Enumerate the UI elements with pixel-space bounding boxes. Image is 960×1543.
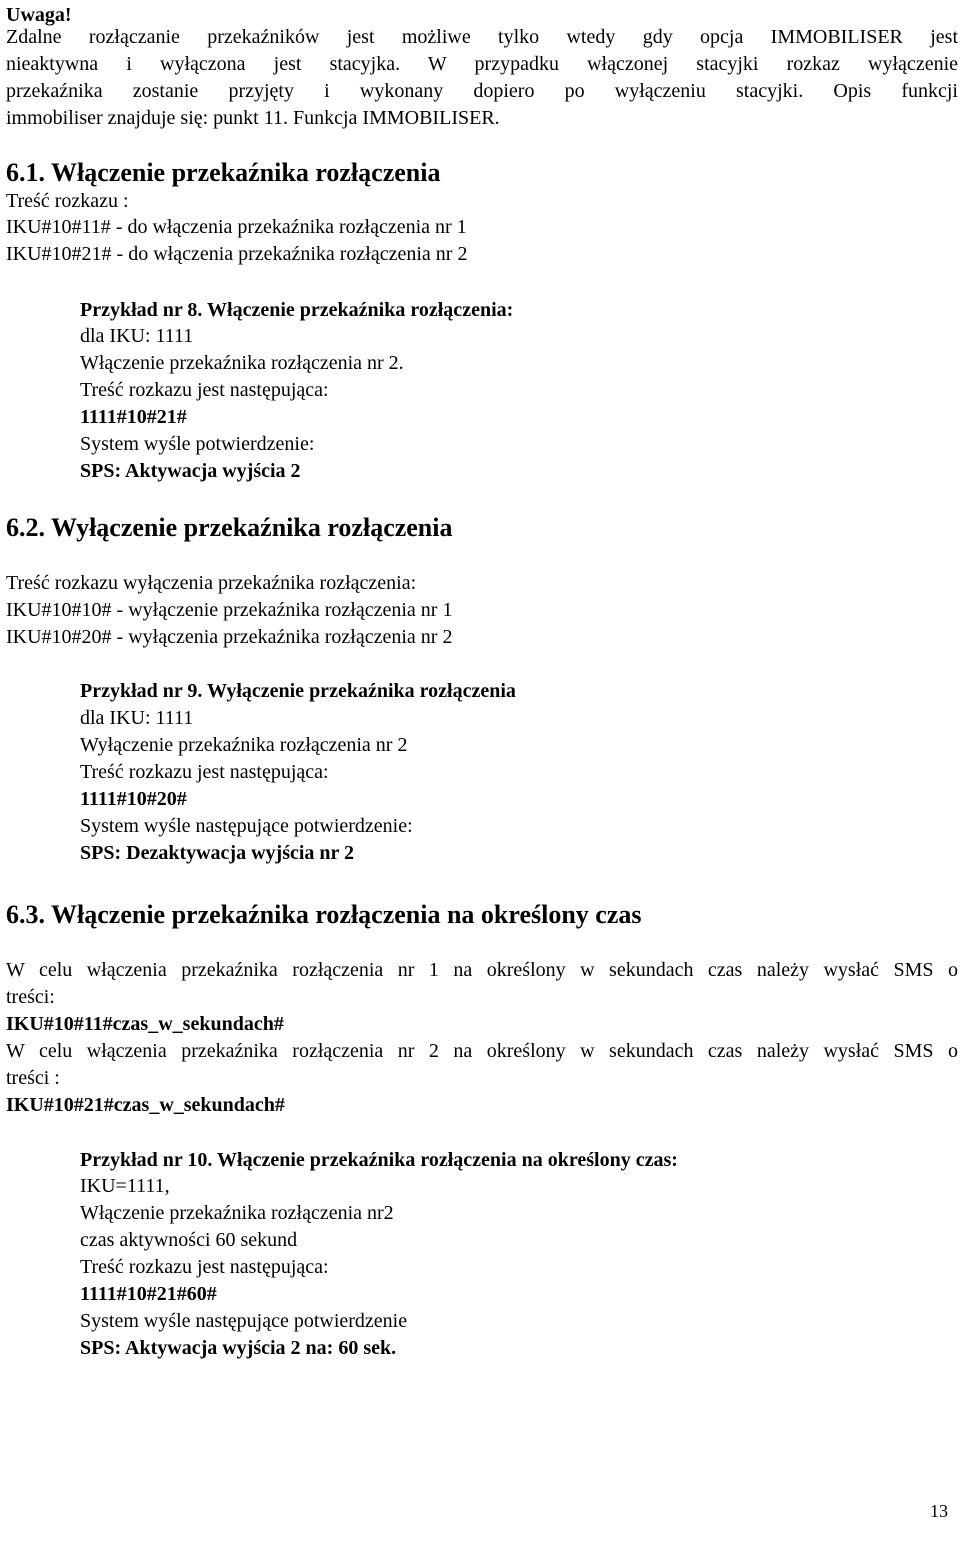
example-9-line-2: Wyłączenie przekaźnika rozłączenia nr 2 (80, 734, 408, 756)
example-title-text: Włączenie przekaźnika rozłączenia: (202, 299, 514, 321)
example-8-command: 1111#10#21# (80, 406, 187, 428)
warning-line-1: Zdalne rozłączanie przekaźników jest możliwe tylko wtedy gdy opcja IMMOBILISER jest (6, 26, 958, 48)
command-code: IKU#10#11# (6, 216, 111, 238)
example-number: Przykład nr 8. (80, 299, 203, 321)
command-code: IKU#10#21# (6, 243, 112, 265)
command-code: IKU#10#20# (6, 626, 112, 648)
warning-line-4: immobiliser znajduje się: punkt 11. Funkcja IMMOBILISER. (6, 107, 500, 129)
warning-line-3: przekaźnika zostanie przyjęty i wykonany dopiero po wyłączeniu stacyjki. Opis funkcji (6, 80, 958, 102)
section-6-3-paragraph-1: W celu włączenia przekaźnika rozłączenia nr 1 na określony w sekundach czas należy wysłać SMS o (6, 959, 958, 981)
example-number: Przykład nr 9. (80, 680, 203, 702)
example-10-confirmation: SPS: Aktywacja wyjścia 2 na: 60 sek. (80, 1337, 397, 1359)
command-description: - do włączenia przekaźnika rozłączenia nr 2 (111, 243, 468, 265)
example-title-text: Wyłączenie przekaźnika rozłączenia (202, 680, 516, 702)
example-10-title: Przykład nr 10. Włączenie przekaźnika rozłączenia na określony czas: (80, 1149, 678, 1171)
example-10-command: 1111#10#21#60# (80, 1283, 217, 1305)
section-6-3-paragraph-2: W celu włączenia przekaźnika rozłączenia nr 2 na określony w sekundach czas należy wysłać SMS o (6, 1040, 958, 1062)
example-8-line-1: dla IKU: 1111 (80, 325, 194, 347)
example-10-line-4: Treść rozkazu jest następująca: (80, 1256, 329, 1278)
example-9-line-3: Treść rozkazu jest następująca: (80, 761, 329, 783)
command-description: - wyłączenie przekaźnika rozłączenia nr 1 (111, 599, 453, 621)
section-6-2-heading: 6.2. Wyłączenie przekaźnika rozłączenia (6, 513, 453, 542)
section-6-3-code-2: IKU#10#21#czas_w_sekundach# (6, 1094, 285, 1116)
command-code: IKU#10#10# (6, 599, 112, 621)
example-9-confirmation: SPS: Dezaktywacja wyjścia nr 2 (80, 842, 355, 864)
section-6-3-heading: 6.3. Włączenie przekaźnika rozłączenia na określony czas (6, 900, 642, 929)
example-8-line-2: Włączenie przekaźnika rozłączenia nr 2. (80, 352, 404, 374)
command-description: - wyłączenia przekaźnika rozłączenia nr 2 (111, 626, 453, 648)
example-8-confirmation: SPS: Aktywacja wyjścia 2 (80, 460, 301, 482)
example-10-line-1: IKU=1111, (80, 1175, 170, 1197)
section-6-3-paragraph-1-end: treści: (6, 986, 55, 1008)
section-6-1-command-1 (6, 214, 467, 240)
command-description: - do włączenia przekaźnika rozłączenia nr 1 (110, 216, 467, 238)
example-10-line-6: System wyśle następujące potwierdzenie (80, 1310, 408, 1332)
section-6-3-paragraph-2-end: treści : (6, 1067, 60, 1089)
section-6-1-heading: 6.1. Włączenie przekaźnika rozłączenia (6, 158, 441, 187)
section-6-2-command-1 (6, 597, 452, 623)
section-6-2-command-2 (6, 624, 452, 650)
section-6-2-intro: Treść rozkazu wyłączenia przekaźnika rozłączenia: (6, 572, 417, 594)
page-number: 13 (930, 1501, 948, 1521)
example-10-line-3: czas aktywności 60 sekund (80, 1229, 298, 1251)
example-9-line-5: System wyśle następujące potwierdzenie: (80, 815, 413, 837)
example-9-command: 1111#10#20# (80, 788, 187, 810)
example-10-line-2: Włączenie przekaźnika rozłączenia nr2 (80, 1202, 394, 1224)
warning-line-2: nieaktywna i wyłączona jest stacyjka. W przypadku włączonej stacyjki rozkaz wyłączenie (6, 53, 958, 75)
example-8-line-3: Treść rozkazu jest następująca: (80, 379, 329, 401)
warning-title: Uwaga! (6, 4, 72, 26)
example-9-title (80, 678, 516, 704)
section-6-1-intro: Treść rozkazu : (6, 190, 129, 212)
example-8-line-5: System wyśle potwierdzenie: (80, 433, 315, 455)
section-6-1-command-2 (6, 241, 467, 267)
section-6-3-code-1: IKU#10#11#czas_w_sekundach# (6, 1013, 284, 1035)
example-9-line-1: dla IKU: 1111 (80, 707, 194, 729)
example-8-title (80, 297, 513, 323)
